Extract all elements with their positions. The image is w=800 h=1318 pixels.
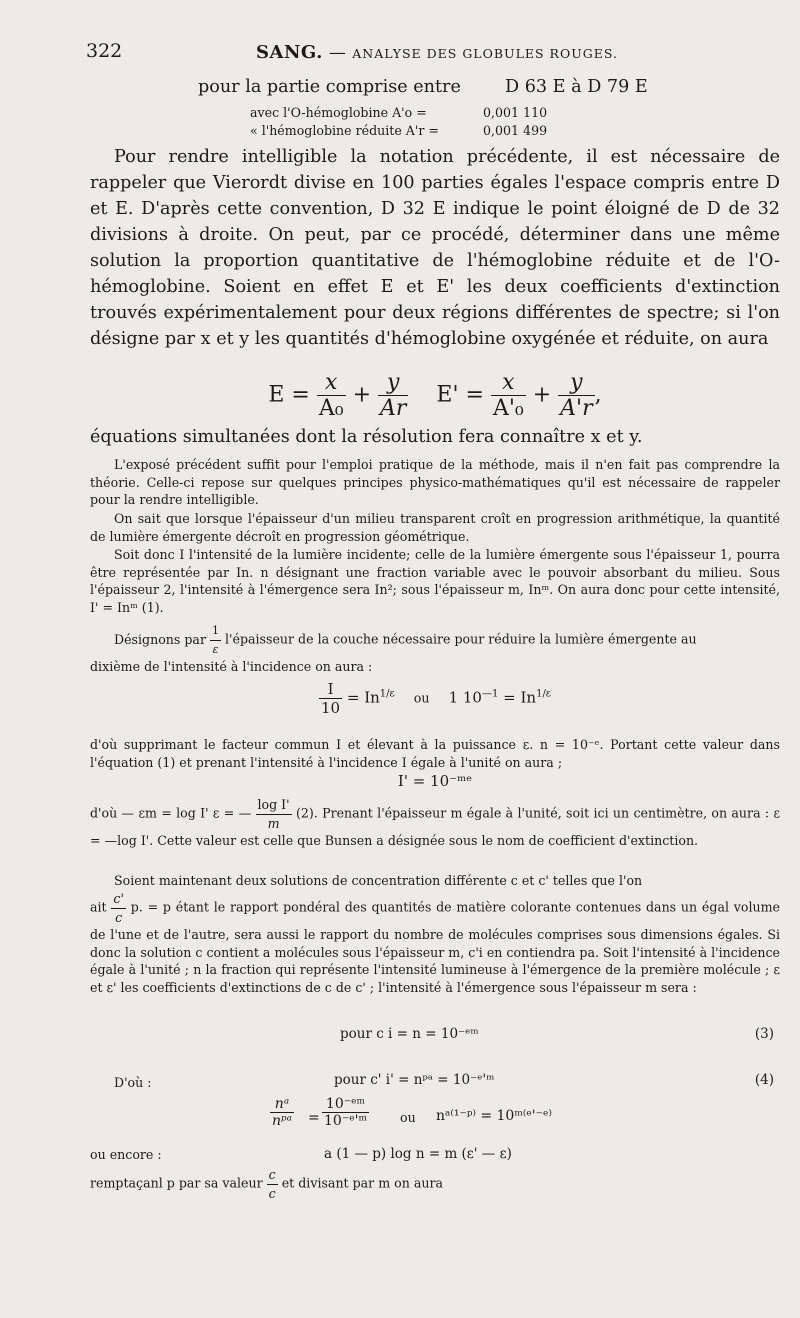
paragraph-solutions-line1: Soient maintenant deux solutions de concentration différente c et c' telles que l'on [114,873,643,888]
frac-num: c' [111,890,126,909]
portion-line [90,74,780,100]
portion-range: D 63 E à D 79 E [505,77,648,97]
fraction [210,622,221,658]
frac-den: 10 [320,699,341,717]
text-run: remptaçanl p par sa valeur [90,1175,263,1191]
eq-tail: , [594,382,602,408]
paragraph-solutions [90,890,780,1010]
coef-row-oxy [90,104,780,122]
frac-num: I [319,680,342,699]
eq-part: = In [346,688,380,707]
dou-label [90,1074,780,1092]
plus-sign: + [532,382,552,408]
frac-num: x [491,370,526,396]
conjunction: ou [400,1110,416,1125]
fraction [111,890,126,926]
eq-part: 1 10 [448,688,482,707]
frac-num: y [378,370,408,396]
author-name: SANG. [256,42,323,63]
paragraph-dou: d'où supprimant le facteur commun I et élevant à la puissance ε. n = 10⁻ᵉ. Portant cette valeur dans l'équation (1) et prenant l'intensité à l'incidence I égale à l'unité on aura ; [90,737,780,770]
frac-den: c [268,1185,276,1201]
portion-label: pour la partie comprise entre [198,77,461,97]
frac-den: m [267,815,280,831]
equation-tenth [90,680,780,730]
title-dash: — [328,43,347,63]
equation-extinction [90,370,780,422]
plus-sign: + [352,382,372,408]
eq-body: pour c' i' = nᵖᵃ = 10⁻ᵉ'ᵐ [334,1072,495,1088]
text-run: d'où — εm = log I' ε = — [90,805,252,821]
ou-encore-line [90,1146,780,1166]
paragraph-designons-line1 [90,622,780,656]
coef-label: « l'hémoglobine réduite A'r = [250,123,439,138]
coef-label: avec l'O-hémoglobine A'o = [250,105,427,120]
fraction [267,1166,278,1202]
text-run: ou encore : [90,1147,162,1162]
equation-number: (4) [754,1072,774,1088]
text-run: l'épaisseur de la couche nécessaire pour réduire la lumière émergente au [225,631,697,647]
frac-num: 10⁻ᵉᵐ [322,1096,369,1113]
frac-num: c [267,1166,278,1185]
fraction [558,370,594,421]
frac-den: Ar [380,396,407,421]
frac-num: log I' [256,796,292,815]
fraction [319,680,342,717]
text-run: D'où : [114,1075,152,1090]
frac-num: y [558,370,594,396]
equation-transmitted: I' = 10⁻ᵐᵉ [397,772,473,790]
fraction [317,370,346,421]
text-run: ait [90,899,107,915]
equation-number: (3) [754,1026,774,1042]
frac-den: ε [212,642,219,656]
running-title [256,42,618,63]
exponent: —1 [481,688,499,700]
text-run: et divisant par m on aura [281,1175,443,1191]
fraction [322,1096,369,1129]
paragraph-vierordt: Pour rendre intelligible la notation précédente, il est nécessaire de rappeler que Vierordt divise en 100 parties égales l'espace compris entre D et E. D'après cette convention, D 32 E indique le point éloigné de D de 32 divisions à droite. On peut, par ce procédé, déterminer dans une même solution la proportion quantitative de l'hémoglobine réduite et de l'O-hémoglobine. Soient en effet E et E' les deux coefficients d'extinction trouvés expérimentalement pour deux régions différentes de spectre; si l'on désigne par x et y les quantités d'hémoglobine oxygénée et réduite, on aura [90,147,780,349]
paragraph-simultaneous: équations simultanées dont la résolution fera connaître x et y. [90,427,643,447]
fraction [491,370,526,421]
fraction [256,796,292,832]
exponent: 1/ε [536,688,551,700]
paragraph-designons-line2: dixième de l'intensité à l'incidence on aura : [90,659,373,674]
paragraph-replacing [90,1166,780,1201]
running-header [86,40,786,70]
paragraph-expose: L'exposé précédent suffit pour l'emploi pratique de la méthode, mais il n'en fait pas comprendre la théorie. Celle-ci repose sur quelques principes physico-mathématiques qu'il est nécessaire de rappeler pour la rendre intelligible. [90,457,780,507]
page-number: 322 [86,40,123,62]
frac-den: A₀ [318,396,344,421]
frac-den: 10⁻ᵉ'ᵐ [324,1113,368,1129]
eq-body: pour c i = n = 10⁻ᵉᵐ [340,1026,479,1042]
equation-ratio [90,1096,780,1146]
eq-part: = In [503,688,537,707]
coef-row-reduced [90,122,780,140]
eq-part: = [308,1110,320,1126]
eq-part: nᵃ⁽¹⁻ᵖ⁾ = 10ᵐ⁽ᵉ'⁻ᵉ⁾ [436,1108,552,1124]
text-run: p. = p étant le rapport pondéral des quantités de matière colorante contenues dans un égal volume de l'une et de l'autre, sera aussi le rapport du nombre de molécules comprises sous dimensions égales. Si donc la solution c contient a molécules sous l'épaisseur m, c'i en contiendra pa. Soit l'intensité à l'incidence égale à l'unité ; n la fraction qui représente l'intensité lumineuse à l'émergence de la première molécule ; ε et ε' les coefficients d'extinctions de c de c' ; l'intensité à l'émergence sous l'épaisseur m sera : [90,899,780,995]
frac-den: A'r [560,396,593,421]
text-run: Désignons par [114,631,206,647]
article-title: ANALYSE DES GLOBULES ROUGES. [352,46,618,61]
conjunction: ou [413,690,430,706]
frac-num: 1 [210,622,221,641]
frac-num: nᵃ [270,1096,294,1113]
frac-den: c [115,909,123,925]
frac-den: A'₀ [492,396,524,421]
paragraph-log [90,796,780,866]
paragraph-intensity: Soit donc I l'intensité de la lumière incidente; celle de la lumière émergente sous l'épaisseur 1, pourra être représentée par In. n désignant une fraction variable avec le pouvoir absorbant du milieu. Sous l'épaisseur 2, l'intensité à l'émergence sera In²; sous l'épaisseur m, Inᵐ. On aura donc pour cette intensité, I' = Inᵐ (1). [90,547,780,615]
coef-value: 0,001 499 [483,123,548,138]
fraction [378,370,408,421]
fraction [270,1096,294,1129]
text-run: (2). Prenant l'épaisseur m égale à l'unité, soit ici un centimètre, on aura : ε = —log I'. Cette valeur est celle que Bunsen a désignée sous le nom de coefficient d'extinction. [90,805,780,848]
frac-den: nᵖᵃ [272,1113,292,1129]
eq-lhs: E' = [436,382,484,408]
frac-num: x [317,370,346,396]
equation-log: a (1 — p) log n = m (ε' — ε) [324,1146,512,1162]
equation-3 [90,1026,780,1048]
exponent: 1/ε [379,688,395,700]
eq-lhs: E = [268,382,310,408]
paragraph-progression: On sait que lorsque l'épaisseur d'un milieu transparent croît en progression arithmétique, la quantité de lumière émergente décroît en progression géométrique. [90,511,780,544]
coef-value: 0,001 110 [483,105,548,120]
